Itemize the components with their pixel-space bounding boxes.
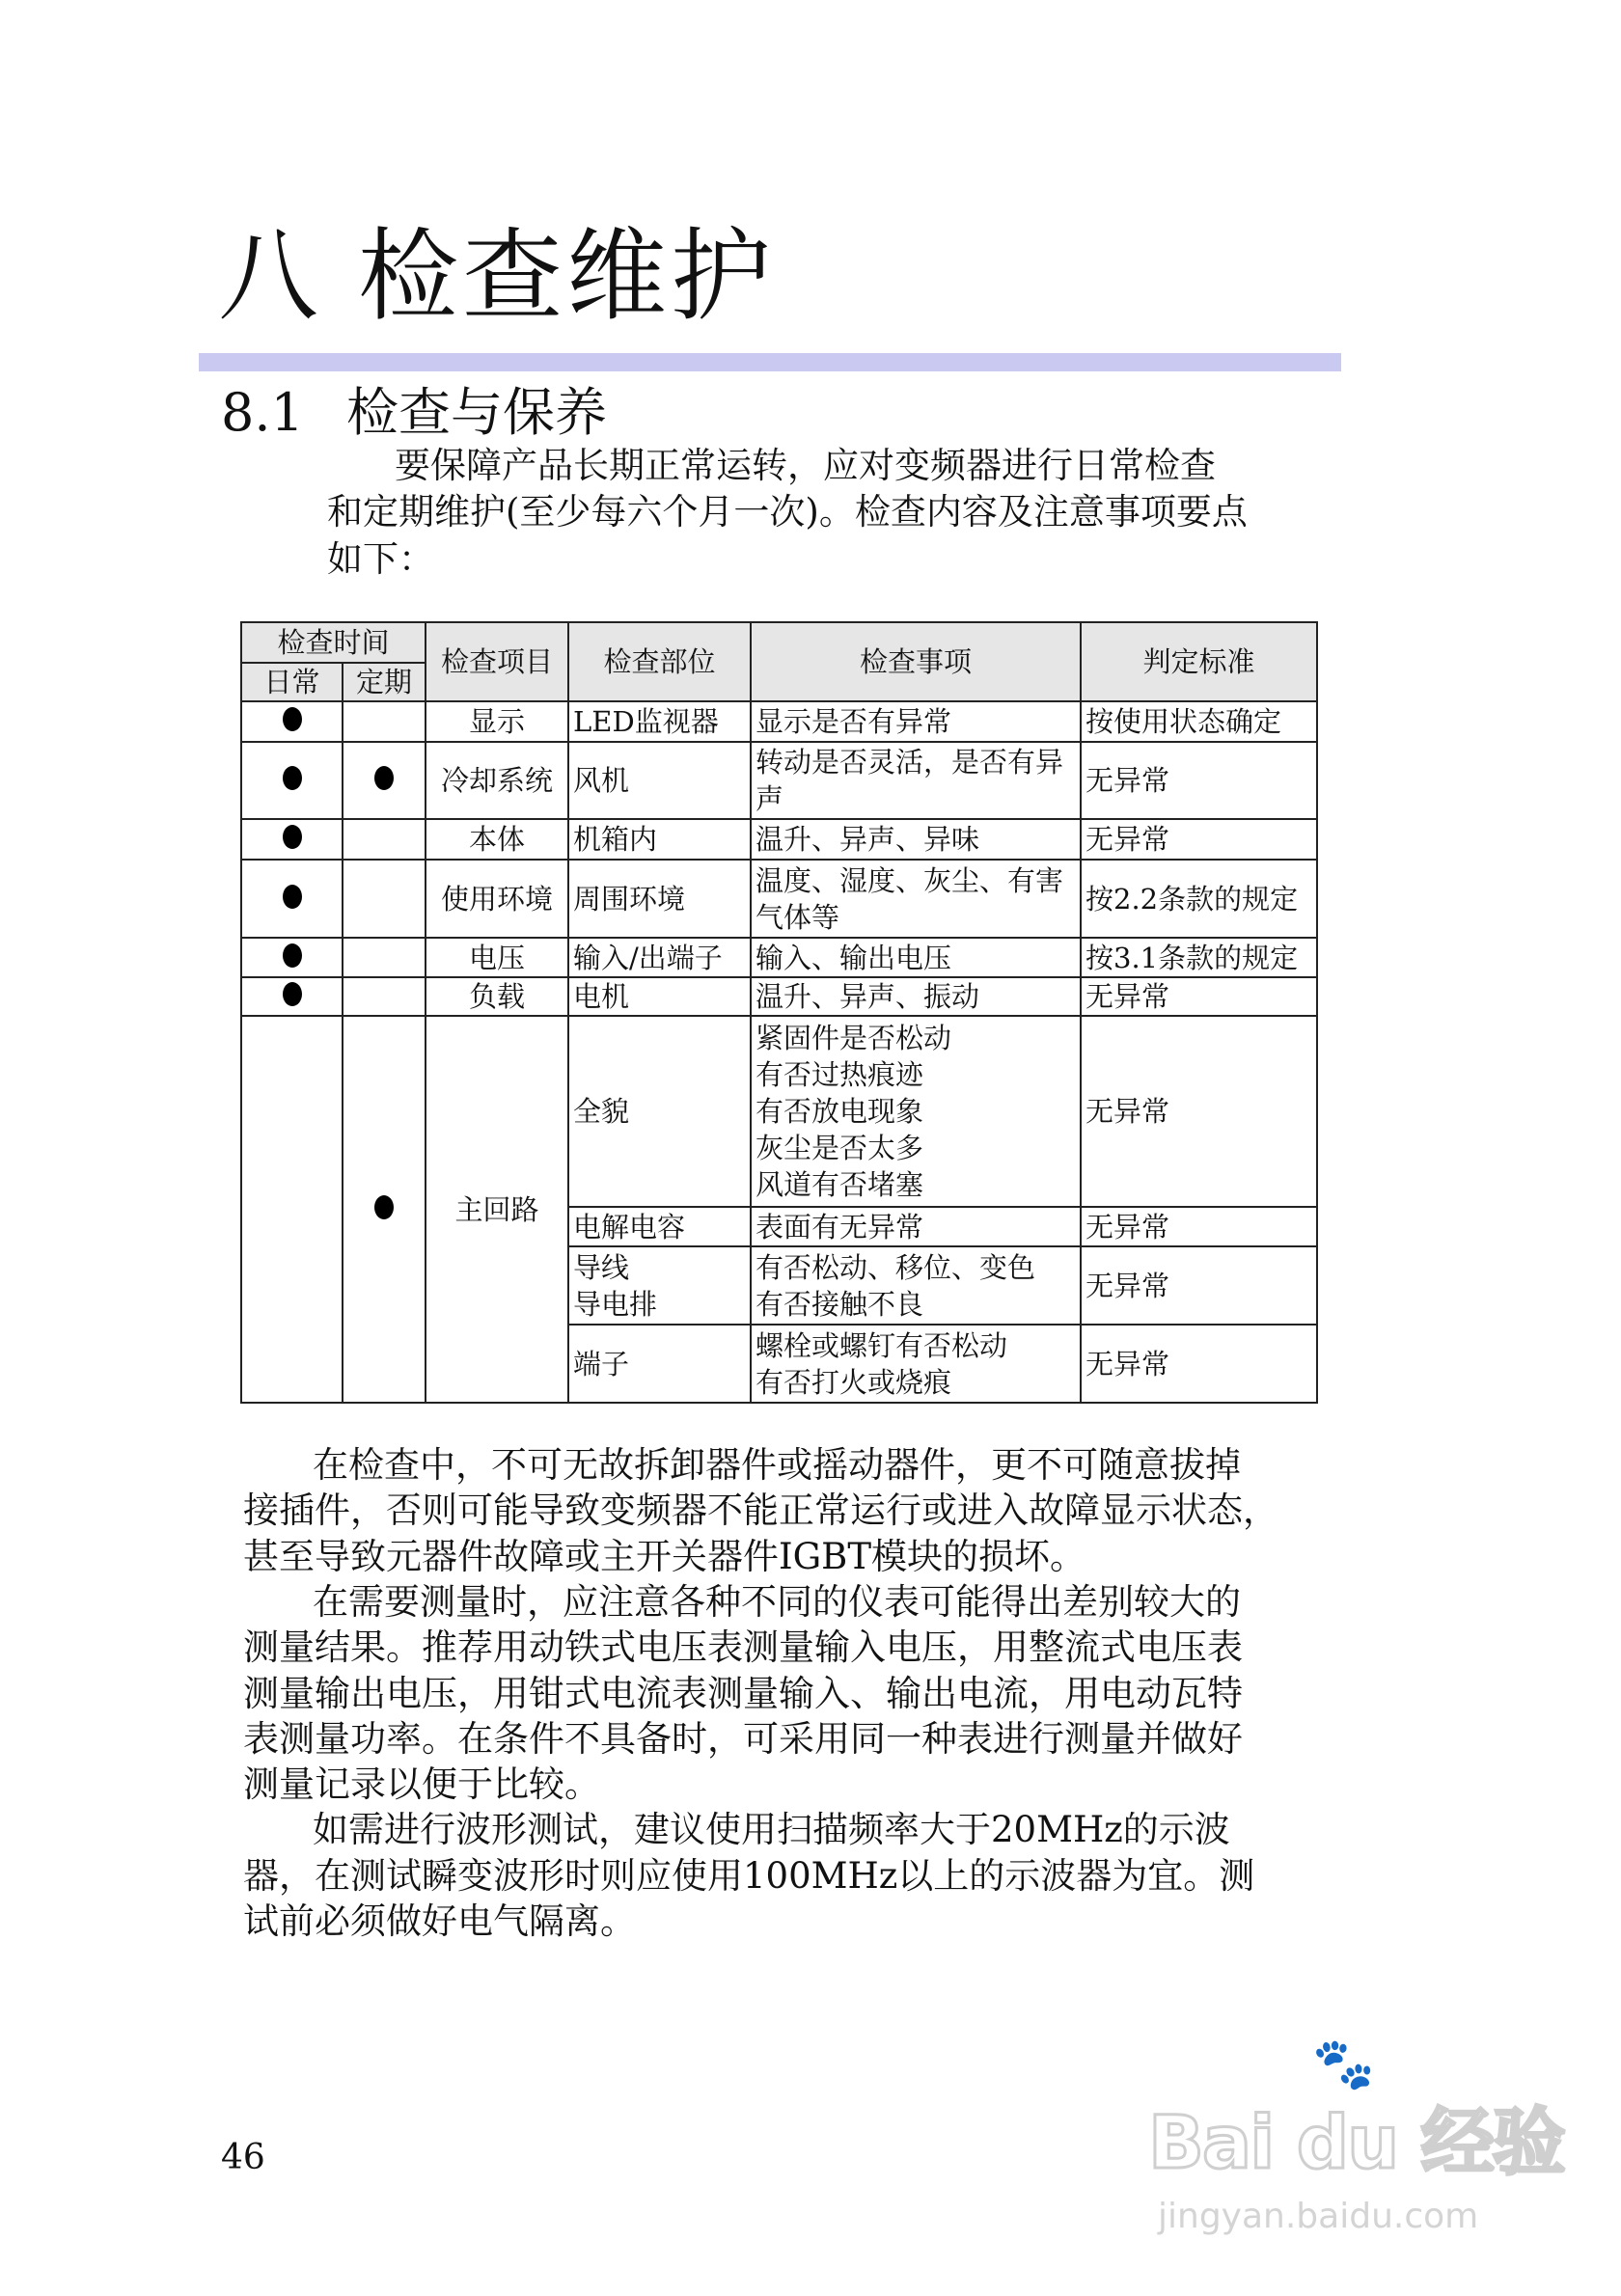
item-cell: 冷却系统 (426, 742, 568, 819)
matter-cell: 温度、湿度、灰尘、有害 气体等 (751, 860, 1081, 938)
standard-cell: 无异常 (1081, 1325, 1317, 1403)
item-cell: 主回路 (426, 1016, 568, 1403)
standard-cell: 无异常 (1081, 819, 1317, 860)
table-row (241, 860, 1317, 938)
part-cell: LED监视器 (568, 701, 751, 742)
table-row (241, 977, 1317, 1016)
item-cell: 本体 (426, 819, 568, 860)
table-row (241, 742, 1317, 819)
periodic-cell (343, 977, 426, 1016)
part-cell: 机箱内 (568, 819, 751, 860)
header-periodic: 定期 (343, 663, 426, 701)
matter-cell: 有否松动、移位、变色 有否接触不良 (751, 1246, 1081, 1325)
item-cell: 使用环境 (426, 860, 568, 938)
check-dot-icon (283, 982, 302, 1006)
periodic-cell (343, 938, 426, 977)
watermark-url: jingyan.baidu.com (1158, 2197, 1479, 2236)
watermark-logo: Bai du 经验 (1148, 2099, 1564, 2185)
check-dot-icon (374, 766, 394, 790)
periodic-cell (343, 742, 426, 819)
matter-cell: 表面有无异常 (751, 1207, 1081, 1246)
standard-cell: 按3.1条款的规定 (1081, 938, 1317, 977)
header-standard: 判定标准 (1081, 622, 1317, 701)
part-cell: 电解电容 (568, 1207, 751, 1246)
section-number: 8.1 (221, 382, 304, 443)
standard-cell: 无异常 (1081, 1246, 1317, 1325)
table-row (241, 701, 1317, 742)
header-check-item: 检查项目 (426, 622, 568, 701)
body-line: 接插件，否则可能导致变频器不能正常运行或进入故障显示状态， (243, 1490, 1278, 1531)
body-line: 甚至导致元器件故障或主开关器件IGBT模块的损坏。 (243, 1536, 1086, 1577)
paw-logo-icon: 🐾 (1312, 2036, 1375, 2093)
title-divider-bar (199, 353, 1341, 371)
daily-cell (241, 860, 343, 938)
body-line: 在检查中，不可无故拆卸器件或摇动器件，更不可随意拔掉 (313, 1444, 1241, 1486)
check-dot-icon (374, 1195, 394, 1219)
item-cell: 电压 (426, 938, 568, 977)
daily-cell (241, 977, 343, 1016)
matter-cell: 输入、输出电压 (751, 938, 1081, 977)
body-line: 试前必须做好电气隔离。 (243, 1900, 636, 1942)
section-title: 检查与保养 (346, 382, 607, 443)
matter-cell: 螺栓或螺钉有否松动 有否打火或烧痕 (751, 1325, 1081, 1403)
part-cell: 导线 导电排 (568, 1246, 751, 1325)
periodic-cell (343, 1016, 426, 1403)
header-daily: 日常 (241, 663, 343, 701)
body-line: 在需要测量时，应注意各种不同的仪表可能得出差别较大的 (313, 1581, 1241, 1623)
standard-cell: 按2.2条款的规定 (1081, 860, 1317, 938)
part-cell: 全貌 (568, 1016, 751, 1207)
header-check-matter: 检查事项 (751, 622, 1081, 701)
item-cell: 负载 (426, 977, 568, 1016)
matter-cell: 紧固件是否松动 有否过热痕迹 有否放电现象 灰尘是否太多 风道有否堵塞 (751, 1016, 1081, 1207)
body-line: 表测量功率。在条件不具备时，可采用同一种表进行测量并做好 (243, 1718, 1243, 1760)
check-dot-icon (283, 825, 302, 849)
header-check-part: 检查部位 (568, 622, 751, 701)
body-line: 测量记录以便于比较。 (243, 1763, 600, 1805)
standard-cell: 无异常 (1081, 742, 1317, 819)
daily-cell (241, 742, 343, 819)
matter-cell: 温升、异声、振动 (751, 977, 1081, 1016)
standard-cell: 无异常 (1081, 977, 1317, 1016)
item-cell: 显示 (426, 701, 568, 742)
matter-cell: 温升、异声、异味 (751, 819, 1081, 860)
inspection-table (240, 621, 1318, 1404)
body-line: 如需进行波形测试，建议使用扫描频率大于20MHz的示波 (313, 1809, 1230, 1850)
part-cell: 端子 (568, 1325, 751, 1403)
check-dot-icon (283, 707, 302, 731)
table-row (241, 819, 1317, 860)
standard-cell: 按使用状态确定 (1081, 701, 1317, 742)
daily-cell (241, 938, 343, 977)
matter-cell: 显示是否有异常 (751, 701, 1081, 742)
periodic-cell (343, 819, 426, 860)
intro-line: 和定期维护(至少每六个月一次)。检查内容及注意事项要点 (327, 491, 1248, 533)
matter-cell: 转动是否灵活，是否有异 声 (751, 742, 1081, 819)
body-line: 测量输出电压，用钳式电流表测量输入、输出电流，用电动瓦特 (243, 1673, 1243, 1714)
page-number: 46 (221, 2138, 265, 2177)
part-cell: 周围环境 (568, 860, 751, 938)
table-row (241, 1016, 1317, 1207)
periodic-cell (343, 860, 426, 938)
table-row (241, 938, 1317, 977)
intro-line: 要保障产品长期正常运转，应对变频器进行日常检查 (395, 445, 1216, 486)
standard-cell: 无异常 (1081, 1207, 1317, 1246)
daily-cell (241, 819, 343, 860)
check-dot-icon (283, 766, 302, 790)
chapter-title: 八 检查维护 (218, 217, 776, 335)
part-cell: 输入/出端子 (568, 938, 751, 977)
intro-line: 如下： (327, 538, 434, 580)
check-dot-icon (283, 943, 302, 968)
body-line: 器，在测试瞬变波形时则应使用100MHz以上的示波器为宜。测 (243, 1855, 1255, 1897)
part-cell: 电机 (568, 977, 751, 1016)
part-cell: 风机 (568, 742, 751, 819)
baidu-jingyan-watermark (1148, 2036, 1602, 2267)
body-line: 测量结果。推荐用动铁式电压表测量输入电压，用整流式电压表 (243, 1626, 1243, 1668)
daily-cell (241, 701, 343, 742)
check-dot-icon (283, 885, 302, 909)
periodic-cell (343, 701, 426, 742)
header-check-time: 检查时间 (241, 622, 426, 663)
standard-cell: 无异常 (1081, 1016, 1317, 1207)
daily-cell (241, 1016, 343, 1403)
